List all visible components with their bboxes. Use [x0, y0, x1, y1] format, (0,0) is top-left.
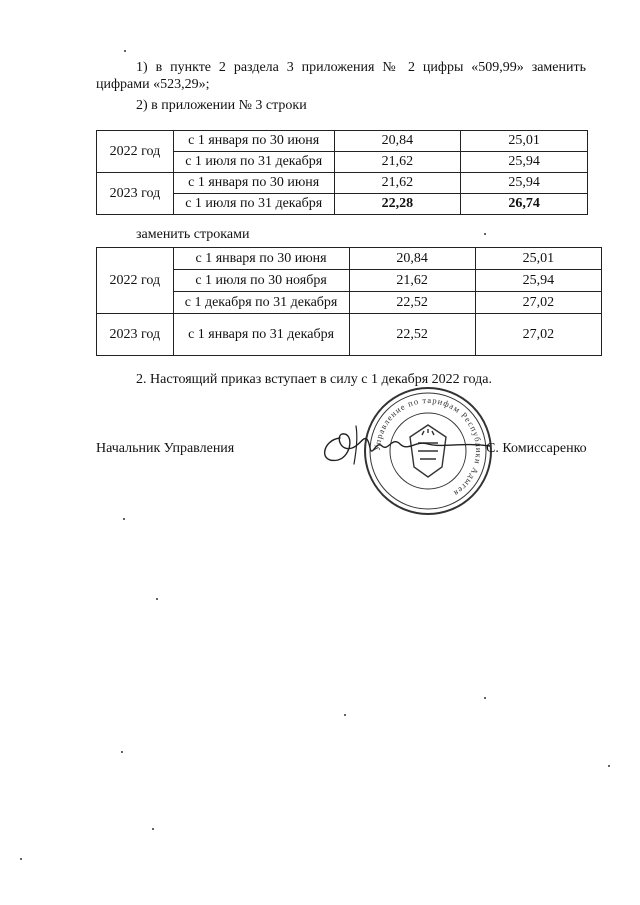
rate-vat-cell: 25,94	[461, 173, 588, 194]
table-row	[97, 248, 602, 270]
rate-cell: 22,52	[349, 314, 475, 356]
period-cell: с 1 января по 30 июня	[173, 131, 334, 152]
new-rates-table	[96, 247, 602, 356]
rate-vat-cell: 27,02	[475, 292, 601, 314]
table-row	[97, 270, 602, 292]
table-row	[97, 292, 602, 314]
scan-speck	[20, 858, 22, 860]
rate-cell: 20,84	[349, 248, 475, 270]
scan-speck	[484, 233, 486, 235]
year-cell: 2022 год	[97, 248, 174, 314]
rate-cell: 21,62	[334, 173, 461, 194]
period-cell: с 1 декабря по 31 декабря	[173, 292, 349, 314]
effective-date-clause: 2. Настоящий приказ вступает в силу с 1 декабря 2022 года.	[136, 372, 492, 387]
period-cell: с 1 июля по 30 ноября	[173, 270, 349, 292]
handwritten-signature	[312, 418, 497, 474]
rate-cell: 21,62	[349, 270, 475, 292]
period-cell: с 1 июля по 31 декабря	[173, 194, 334, 215]
scan-speck	[608, 765, 610, 767]
scan-speck	[124, 50, 126, 52]
amendment-item-2: 2) в приложении № 3 строки	[136, 98, 307, 113]
period-cell: с 1 января по 31 декабря	[173, 314, 349, 356]
rate-cell: 21,62	[334, 152, 461, 173]
scan-speck	[484, 697, 486, 699]
amendment-item-1: 1) в пункте 2 раздела 3 приложения № 2 цифры «509,99» заменить цифрами «523,29»;	[96, 60, 586, 92]
rate-vat-cell: 25,94	[475, 270, 601, 292]
scan-speck	[121, 751, 123, 753]
rate-cell: 22,28	[334, 194, 461, 215]
scan-speck	[156, 598, 158, 600]
rate-cell: 20,84	[334, 131, 461, 152]
scan-speck	[344, 714, 346, 716]
scan-speck	[123, 518, 125, 520]
table-row	[97, 173, 588, 194]
table-row	[97, 314, 602, 356]
signatory-name: С. Комиссаренко	[486, 441, 587, 456]
rate-vat-cell: 25,01	[461, 131, 588, 152]
rate-vat-cell: 25,01	[475, 248, 601, 270]
table-row	[97, 131, 588, 152]
stamp-text: Управление по тарифам Республики Адыгея	[371, 394, 485, 499]
signatory-title: Начальник Управления	[96, 441, 235, 456]
year-cell: 2022 год	[97, 131, 174, 173]
scan-speck	[152, 828, 154, 830]
year-cell: 2023 год	[97, 173, 174, 215]
rate-vat-cell: 25,94	[461, 152, 588, 173]
old-rates-table	[96, 130, 588, 215]
rate-vat-cell: 26,74	[461, 194, 588, 215]
replace-with-label: заменить строками	[136, 227, 250, 242]
period-cell: с 1 июля по 31 декабря	[173, 152, 334, 173]
rate-cell: 22,52	[349, 292, 475, 314]
period-cell: с 1 января по 30 июня	[173, 248, 349, 270]
period-cell: с 1 января по 30 июня	[173, 173, 334, 194]
rate-vat-cell: 27,02	[475, 314, 601, 356]
year-cell: 2023 год	[97, 314, 174, 356]
